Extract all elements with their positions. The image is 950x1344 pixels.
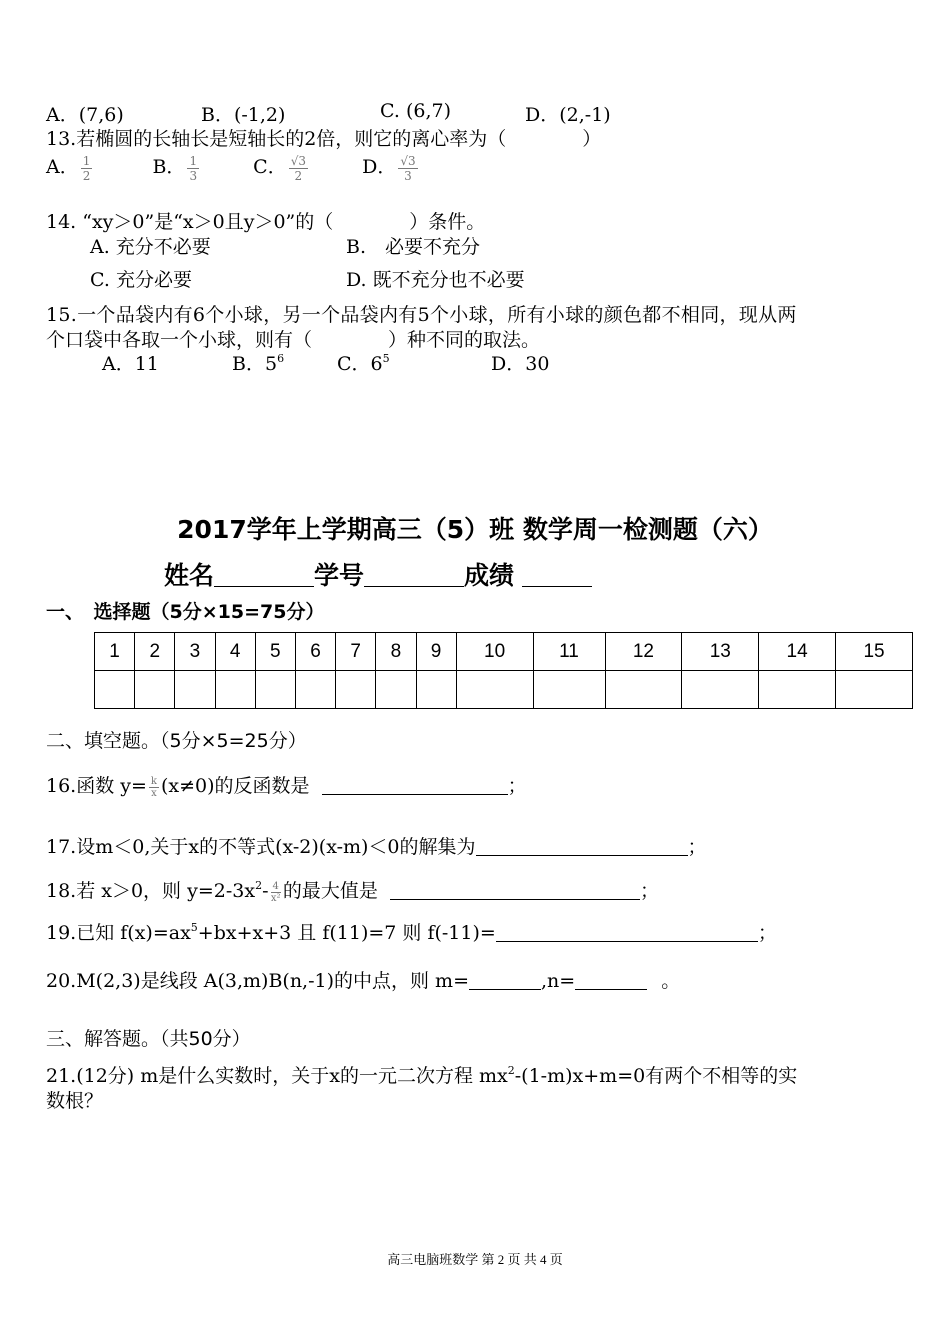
q18-answer-blank[interactable] [390, 881, 640, 900]
answer-table-header: 11 [533, 633, 605, 671]
q13-option-d-fraction [398, 154, 417, 183]
q20-mid: ,n= [541, 970, 576, 992]
q18-minus: - [262, 880, 269, 902]
q15-option-a: A．11 [102, 353, 159, 375]
q14-option-a: A. 充分不必要 [90, 236, 211, 258]
q19-prefix: 19.已知 f(x)=ax [46, 922, 191, 944]
answer-cell[interactable] [605, 671, 682, 709]
q21-prefix: 21.(12分) m是什么实数时，关于x的一元二次方程 mx [46, 1065, 508, 1087]
q12-option-a: A．(7,6) [46, 104, 124, 126]
q20-n-blank[interactable] [575, 971, 647, 990]
q19-end: ； [757, 922, 777, 944]
q19-suffix: +bx+x+3 且 f(11)=7 则 f(-11)= [197, 922, 496, 944]
fraction-numerator: √3 [400, 153, 416, 168]
q17-end: ； [687, 836, 707, 858]
q12-option-d: D．(2,-1) [525, 104, 611, 126]
q20 [46, 966, 680, 993]
answer-table-header: 9 [416, 633, 456, 671]
q13-option-a-fraction [81, 154, 93, 183]
id-blank[interactable] [364, 568, 464, 587]
answer-cell[interactable] [175, 671, 215, 709]
answer-cell[interactable] [135, 671, 175, 709]
q13-option-c-fraction [289, 154, 308, 183]
q18-exponent: 2 [255, 879, 263, 892]
score-label: 成绩 [464, 561, 515, 590]
answer-cell[interactable] [682, 671, 759, 709]
q21-suffix: -(1-m)x+m=0有两个不相等的实 [514, 1065, 798, 1087]
page-footer: 高三电脑班数学 第 2 页 共 4 页 [387, 1252, 563, 1267]
fraction-denominator: x [151, 787, 157, 799]
fraction-denominator: 3 [404, 168, 412, 183]
name-label: 姓名 [164, 561, 215, 590]
q18 [46, 876, 659, 904]
q17 [46, 832, 707, 859]
score-blank[interactable] [522, 568, 592, 587]
q15-line-1: 15.一个品袋内有6个小球，另一个品袋内有5个小球，所有小球的颜色都不相同，现从两 [46, 304, 797, 326]
answer-table-header: 14 [759, 633, 836, 671]
answer-cell[interactable] [759, 671, 836, 709]
q21-exponent: 2 [507, 1064, 515, 1077]
fraction-denominator: x² [270, 892, 281, 904]
answer-cell[interactable] [456, 671, 533, 709]
answer-table-header: 12 [605, 633, 682, 671]
q15-option-c-base: C．6 [337, 353, 383, 375]
answer-table-header: 5 [255, 633, 295, 671]
name-blank[interactable] [214, 568, 314, 587]
answer-table-header: 1 [95, 633, 135, 671]
answer-table-header: 7 [336, 633, 376, 671]
answer-table-header: 3 [175, 633, 215, 671]
q15-line-2: 个口袋中各取一个小球，则有（ ）种不同的取法。 [46, 329, 541, 351]
q19-exponent: 5 [190, 921, 198, 934]
q18-end: ； [639, 880, 659, 902]
answer-cell[interactable] [836, 671, 913, 709]
q13-option-c-label: C． [253, 156, 287, 178]
answer-cell[interactable] [376, 671, 416, 709]
q18-suffix: 的最大值是 [282, 880, 378, 902]
answer-table-answer-row [95, 671, 913, 709]
fraction-numerator: 1 [82, 153, 91, 168]
answer-cell[interactable] [95, 671, 135, 709]
fraction-denominator: 2 [294, 168, 303, 183]
section-1-title: 一、 选择题（5分×15=75分） [46, 601, 325, 623]
q12-option-b: B．(-1,2) [201, 104, 286, 126]
q15-option-b [232, 349, 284, 376]
q20-m-blank[interactable] [469, 971, 541, 990]
q13-option-b-fraction [187, 154, 199, 183]
q12-option-c: C. (6,7) [380, 100, 451, 122]
answer-cell[interactable] [255, 671, 295, 709]
q13-option-b-label: B． [152, 156, 186, 178]
q13-options [46, 152, 420, 183]
q15-option-b-base: B．5 [232, 353, 278, 375]
q15-option-d: D．30 [491, 353, 550, 375]
q21-line-2: 数根？ [46, 1090, 104, 1112]
q14-text: 14. “xy＞0”是“x＞0且y＞0”的（ ）条件。 [46, 211, 486, 233]
fraction-numerator: 4 [272, 880, 279, 892]
q16-suffix: (x≠0)的反函数是 [160, 775, 310, 797]
fraction-denominator: 3 [189, 168, 198, 183]
answer-table-header: 13 [682, 633, 759, 671]
q16-answer-blank[interactable] [322, 776, 508, 795]
q17-text: 17.设m＜0,关于x的不等式(x-2)(x-m)＜0的解集为 [46, 836, 476, 858]
q15-option-b-exponent: 6 [277, 352, 285, 365]
answer-table-header: 15 [836, 633, 913, 671]
answer-table-header: 4 [215, 633, 255, 671]
q16-prefix: 16.函数 y= [46, 775, 147, 797]
q21-line-1 [46, 1061, 797, 1088]
answer-table-header: 10 [456, 633, 533, 671]
q18-fraction [271, 881, 281, 904]
q14-option-d: D. 既不充分也不必要 [346, 269, 525, 291]
page-title: 2017学年上学期高三（5）班 数学周一检测题（六） [177, 515, 773, 544]
answer-table-header: 6 [295, 633, 335, 671]
fraction-numerator: k [150, 775, 157, 787]
student-info-line [164, 556, 592, 592]
answer-cell[interactable] [295, 671, 335, 709]
q16 [46, 771, 527, 799]
q19-answer-blank[interactable] [496, 923, 758, 942]
q13-text: 13.若椭圆的长轴长是短轴长的2倍，则它的离心率为（ ） [46, 128, 602, 150]
id-label: 学号 [314, 561, 365, 590]
answer-table [94, 632, 913, 709]
q14-option-b: B. 必要不充分 [346, 236, 481, 258]
fraction-numerator: √3 [290, 153, 306, 168]
q20-end: 。 [661, 970, 681, 992]
q13-option-a-label: A． [46, 156, 79, 178]
q15-option-c-exponent: 5 [382, 352, 390, 365]
q16-fraction [149, 776, 159, 799]
answer-cell[interactable] [215, 671, 255, 709]
q19 [46, 918, 777, 945]
q17-answer-blank[interactable] [476, 837, 688, 856]
q18-prefix: 18.若 x＞0，则 y=2-3x [46, 880, 256, 902]
q13-option-d-label: D． [362, 156, 397, 178]
answer-table-header-row [95, 633, 913, 671]
answer-cell[interactable] [416, 671, 456, 709]
fraction-numerator: 1 [189, 153, 198, 168]
q14-option-c: C. 充分必要 [90, 269, 192, 291]
q20-prefix: 20.M(2,3)是线段 A(3,m)B(n,-1)的中点，则 m= [46, 970, 469, 992]
answer-table-header: 8 [376, 633, 416, 671]
section-3-title: 三、解答题。（共50分） [46, 1028, 251, 1050]
q15-option-c [337, 349, 390, 376]
answer-cell[interactable] [336, 671, 376, 709]
answer-table-header: 2 [135, 633, 175, 671]
fraction-denominator: 2 [82, 168, 91, 183]
q16-end: ； [507, 775, 527, 797]
answer-cell[interactable] [533, 671, 605, 709]
section-2-title: 二、填空题。（5分×5=25分） [46, 730, 307, 752]
